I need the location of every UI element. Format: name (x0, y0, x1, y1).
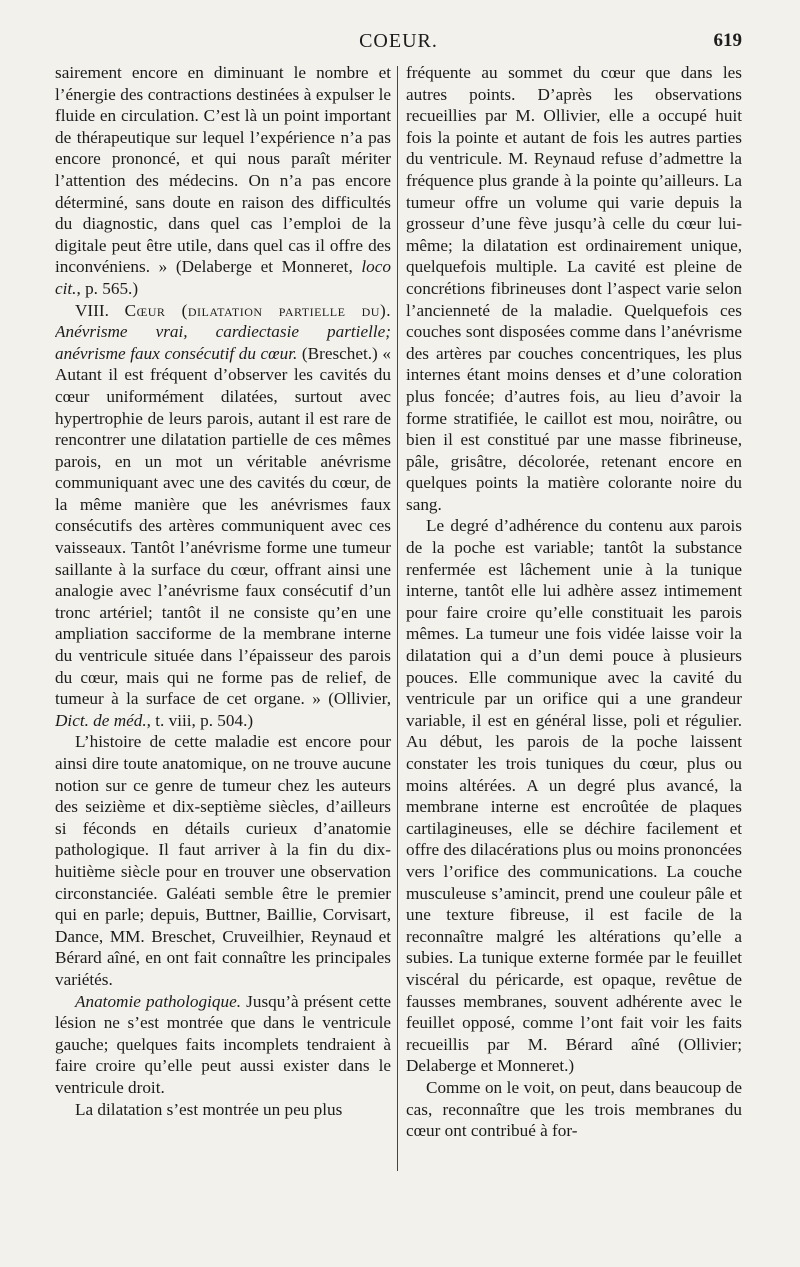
synonyms-italic: Anévrisme vrai, cardiectasie partielle; anévrisme faux consécutif du cœur. (55, 322, 391, 363)
paragraph (55, 62, 391, 300)
paragraph: fréquente au sommet du cœur que dans les autres points. D’après les observations recueillies par M. Ollivier, elle a occupé huit fois la pointe et autant de fois les autres parties du ventricule. M. Reynaud refuse d’admettre la fréquence plus grande à la pointe qu’ailleurs. La tumeur offre un volume qui varie depuis la grosseur d’une fève jusqu’à celle du cœur lui-même; la dilatation est ordinairement unique, quelquefois multiple. La cavité est pleine de concrétions fibrineuses dont l’aspect varie selon l’ancienneté de la maladie. Quelquefois ces couches sont disposées comme dans l’anévrisme des artères par couches concentriques, les plus internes étant moins denses et d’une coloration plus foncée; d’autres fois, au lieu d’avoir la forme stratifiée, le caillot est mou, noirâtre, ou bien il est constitué par une masse fibrineuse, pâle, grisâtre, décolorée, retenant encore en quelques points la matière colorante noire du sang. (406, 63, 742, 514)
section-number: VIII. (75, 300, 109, 320)
paragraph-text: sairement encore en diminuant le nombre et l’énergie des contractions destinées à expulser le fluide en circulation. C’est là un point important de thérapeutique sur lequel l’expérience n’a pas encore prononcé, et qui nous paraît mériter l’attention des médecins. On n’a pas encore déterminé, sans doute en raison des difficultés du diagnostic, dans quel cas l’emploi de la digitale peut être utile, dans quel cas il offre des inconvéniens. » (Delaberge et Monneret, (55, 63, 391, 277)
column-divider (397, 66, 398, 1171)
citation-italic: Dict. de méd. (55, 710, 147, 730)
paragraph: Le degré d’adhérence du contenu aux parois de la poche est variable; tantôt la substance renfermée est lâchement unie à la tunique interne, tantôt elle lui adhère assez intimement pour faire croire qu’elle constituait les parois mêmes. La tumeur une fois vidée laisse voir la dilatation qui a d’un demi pouce à plusieurs pouces. Elle communique avec la cavité du ventricule par un orifice qui a une grandeur variable, il est en général lisse, poli et régulier. Au début, les parois de la poche laissent constater les trois tuniques du cœur, plus ou moins altérées. A un degré plus avancé, la membrane interne est encroûtée de plaques cartilagineuses, elle se déchire facilement et offre des dilacérations plus ou moins prononcées vers l’orifice des communications. La couche musculeuse s’amincit, prend une couleur pâle et une texture fibreuse, il est facile de la reconnaître malgré les altérations qu’elle a subies. La tunique externe formée par le feuillet viscéral du péricarde, est opaque, revêtue de fausses membranes, souvent adhérente avec le feuillet opposé, comme l’ont fait voir les faits recueillis par M. Bérard aîné (Ollivier; Delaberge et Monneret.) (406, 516, 742, 1076)
page-number: 619 (713, 30, 742, 51)
running-header (55, 30, 742, 60)
paragraph: L’histoire de cette maladie est encore pour ainsi dire toute anatomique, on ne trouve aucune notion sur ce genre de tumeur chez les auteurs des seizième et dix-septième siècles, d’ailleurs si féconds en détails curieux d’anatomie pathologique. Il faut arriver à la fin du dix-huitième siècle pour en trouver une observation circonstanciée. Galéati semble être le premier qui en parle; depuis, Buttner, Baillie, Corvisart, Dance, MM. Breschet, Cruveilhier, Reynaud et Bérard aîné, en ont fait connaître les principales variétés. (55, 732, 391, 989)
citation-end: , t. viii, p. 504.) (146, 710, 254, 730)
left-column (55, 62, 391, 1192)
section-entry (55, 300, 391, 732)
paragraph (55, 991, 391, 1099)
paragraph: Comme on le voit, on peut, dans beaucoup de cas, reconnaître que les trois membranes du cœur ont contribué à for- (406, 1077, 742, 1141)
running-title: COEUR. (359, 30, 438, 52)
paragraph-text: (Breschet.) « Autant il est fréquent d’observer les cavités du cœur uniformément dilatées, surtout avec hypertrophie de leurs parois, autant il est rare de rencontrer une dilatation partielle de ces mêmes parois, en un mot un véritable anévrisme communiquant avec une des cavités du cœur, de la même manière que les anévrismes faux consécutifs des artères communiquent avec ces vaisseaux. Tantôt l’anévrisme forme une tumeur saillante à la surface du cœur, offrant ainsi une analogie avec l’anévrisme faux consécutif d’un tronc artériel; tantôt il ne consiste qu’en une ampliation sacciforme de la membrane interne du ventricule située dans l’épaisseur des parois du cœur, mais qui ne forme pas de relief, de tumeur à la surface de cet organe. » (Ollivier, (55, 343, 391, 709)
section-heading: Cœur (dilatation partielle du). (124, 300, 391, 320)
subsection-heading: Anatomie pathologique. (75, 991, 242, 1011)
paragraph-text: Jusqu’à présent cette lésion ne s’est montrée que dans le ventricule gauche; quelques faits incomplets tendraient à faire croire qu’elle peut aussi exister dans le ventricule droit. (55, 991, 391, 1097)
citation-end: , p. 565.) (76, 278, 139, 298)
citation-italic: loco cit. (55, 257, 391, 298)
right-column (406, 62, 742, 1192)
paragraph: La dilatation s’est montrée un peu plus (75, 1099, 343, 1119)
